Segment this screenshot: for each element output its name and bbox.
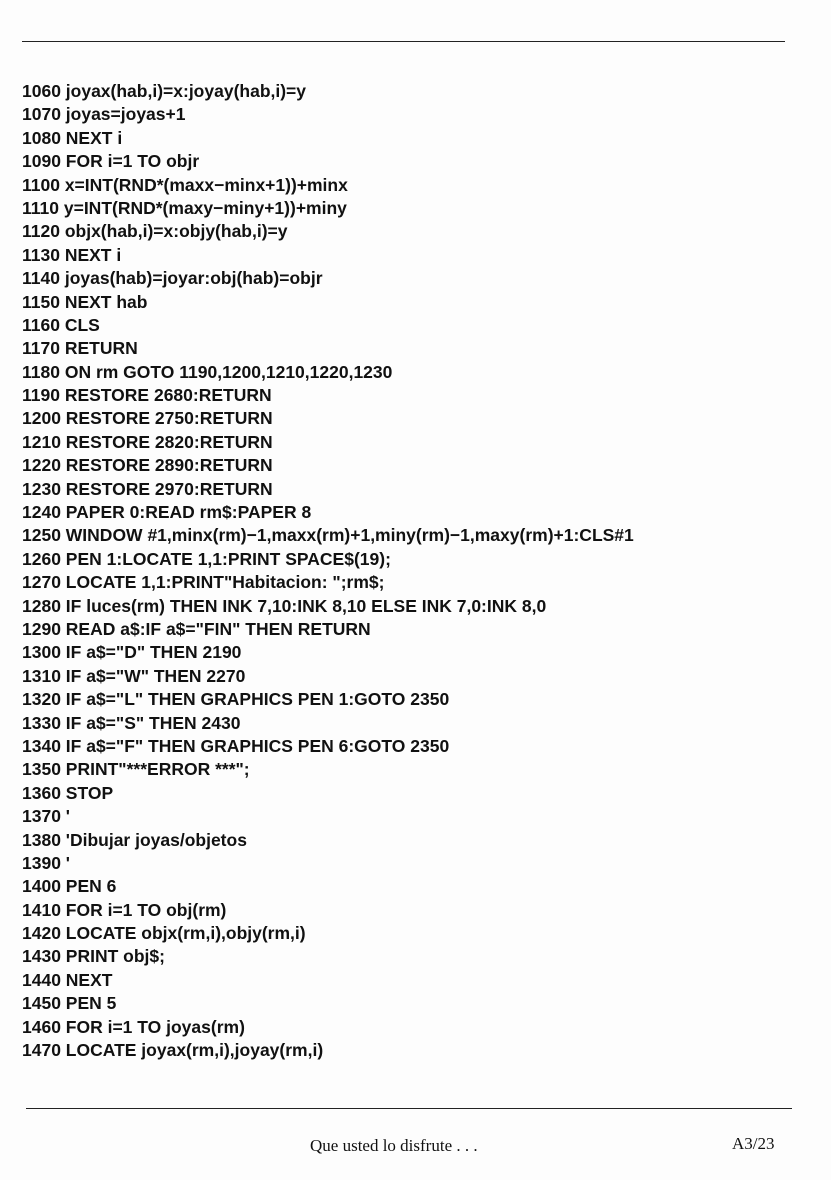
- listing-line: 1350 PRINT"***ERROR ***";: [22, 759, 250, 780]
- listing-line: 1270 LOCATE 1,1:PRINT"Habitacion: ";rm$;: [22, 572, 385, 593]
- listing-line: 1250 WINDOW #1,minx(rm)−1,maxx(rm)+1,miny(rm)−1,maxy(rm)+1:CLS#1: [22, 525, 634, 546]
- listing-line: 1280 IF luces(rm) THEN INK 7,10:INK 8,10 ELSE INK 7,0:INK 8,0: [22, 595, 547, 616]
- bottom-rule: [26, 1108, 792, 1109]
- listing-line: 1140 joyas(hab)=joyar:obj(hab)=objr: [22, 268, 323, 289]
- listing-line: 1200 RESTORE 2750:RETURN: [22, 408, 273, 429]
- listing-line: 1300 IF a$="D" THEN 2190: [22, 642, 242, 663]
- listing-line: 1130 NEXT i: [22, 244, 122, 265]
- listing-line: 1090 FOR i=1 TO objr: [22, 151, 200, 172]
- listing-line: 1180 ON rm GOTO 1190,1200,1210,1220,1230: [22, 361, 393, 382]
- listing-line: 1410 FOR i=1 TO obj(rm): [22, 899, 227, 920]
- listing-line: 1230 RESTORE 2970:RETURN: [22, 478, 273, 499]
- listing-line: 1210 RESTORE 2820:RETURN: [22, 431, 273, 452]
- listing-line: 1310 IF a$="W" THEN 2270: [22, 665, 246, 686]
- listing-line: 1170 RETURN: [22, 338, 138, 359]
- listing-line: 1240 PAPER 0:READ rm$:PAPER 8: [22, 502, 312, 523]
- listing-line: 1330 IF a$="S" THEN 2430: [22, 712, 241, 733]
- listing-line: 1470 LOCATE joyax(rm,i),joyay(rm,i): [22, 1040, 324, 1061]
- listing-line: 1160 CLS: [22, 314, 100, 335]
- listing-line: 1190 RESTORE 2680:RETURN: [22, 385, 272, 406]
- top-rule: [22, 41, 785, 42]
- listing-line: 1360 STOP: [22, 782, 114, 803]
- listing-line: 1320 IF a$="L" THEN GRAPHICS PEN 1:GOTO 2350: [22, 689, 450, 710]
- listing-line: 1400 PEN 6: [22, 876, 117, 897]
- listing-line: 1290 READ a$:IF a$="FIN" THEN RETURN: [22, 618, 371, 639]
- listing-line: 1120 objx(hab,i)=x:objy(hab,i)=y: [22, 221, 288, 242]
- basic-listing: [22, 80, 634, 1062]
- footer-title: Que usted lo disfrute . . .: [310, 1136, 478, 1155]
- listing-line: 1420 LOCATE objx(rm,i),objy(rm,i): [22, 923, 306, 944]
- listing-line: 1370 ': [22, 806, 70, 827]
- listing-line: 1220 RESTORE 2890:RETURN: [22, 455, 273, 476]
- listing-line: 1070 joyas=joyas+1: [22, 104, 186, 125]
- page-number: A3/23: [732, 1134, 775, 1153]
- listing-line: 1430 PRINT obj$;: [22, 946, 165, 967]
- listing-line: 1260 PEN 1:LOCATE 1,1:PRINT SPACE$(19);: [22, 548, 391, 569]
- listing-line: 1340 IF a$="F" THEN GRAPHICS PEN 6:GOTO 2350: [22, 735, 450, 756]
- listing-line: 1460 FOR i=1 TO joyas(rm): [22, 1016, 245, 1037]
- listing-line: 1450 PEN 5: [22, 993, 117, 1014]
- listing-line: 1150 NEXT hab: [22, 291, 148, 312]
- listing-line: 1100 x=INT(RND*(maxx−minx+1))+minx: [22, 174, 348, 195]
- listing-line: 1390 ': [22, 852, 70, 873]
- listing-line: 1080 NEXT i: [22, 127, 123, 148]
- listing-line: 1110 y=INT(RND*(maxy−miny+1))+miny: [22, 197, 347, 218]
- listing-line: 1060 joyax(hab,i)=x:joyay(hab,i)=y: [22, 81, 307, 101]
- listing-line: 1440 NEXT: [22, 969, 113, 990]
- listing-line: 1380 'Dibujar joyas/objetos: [22, 829, 247, 850]
